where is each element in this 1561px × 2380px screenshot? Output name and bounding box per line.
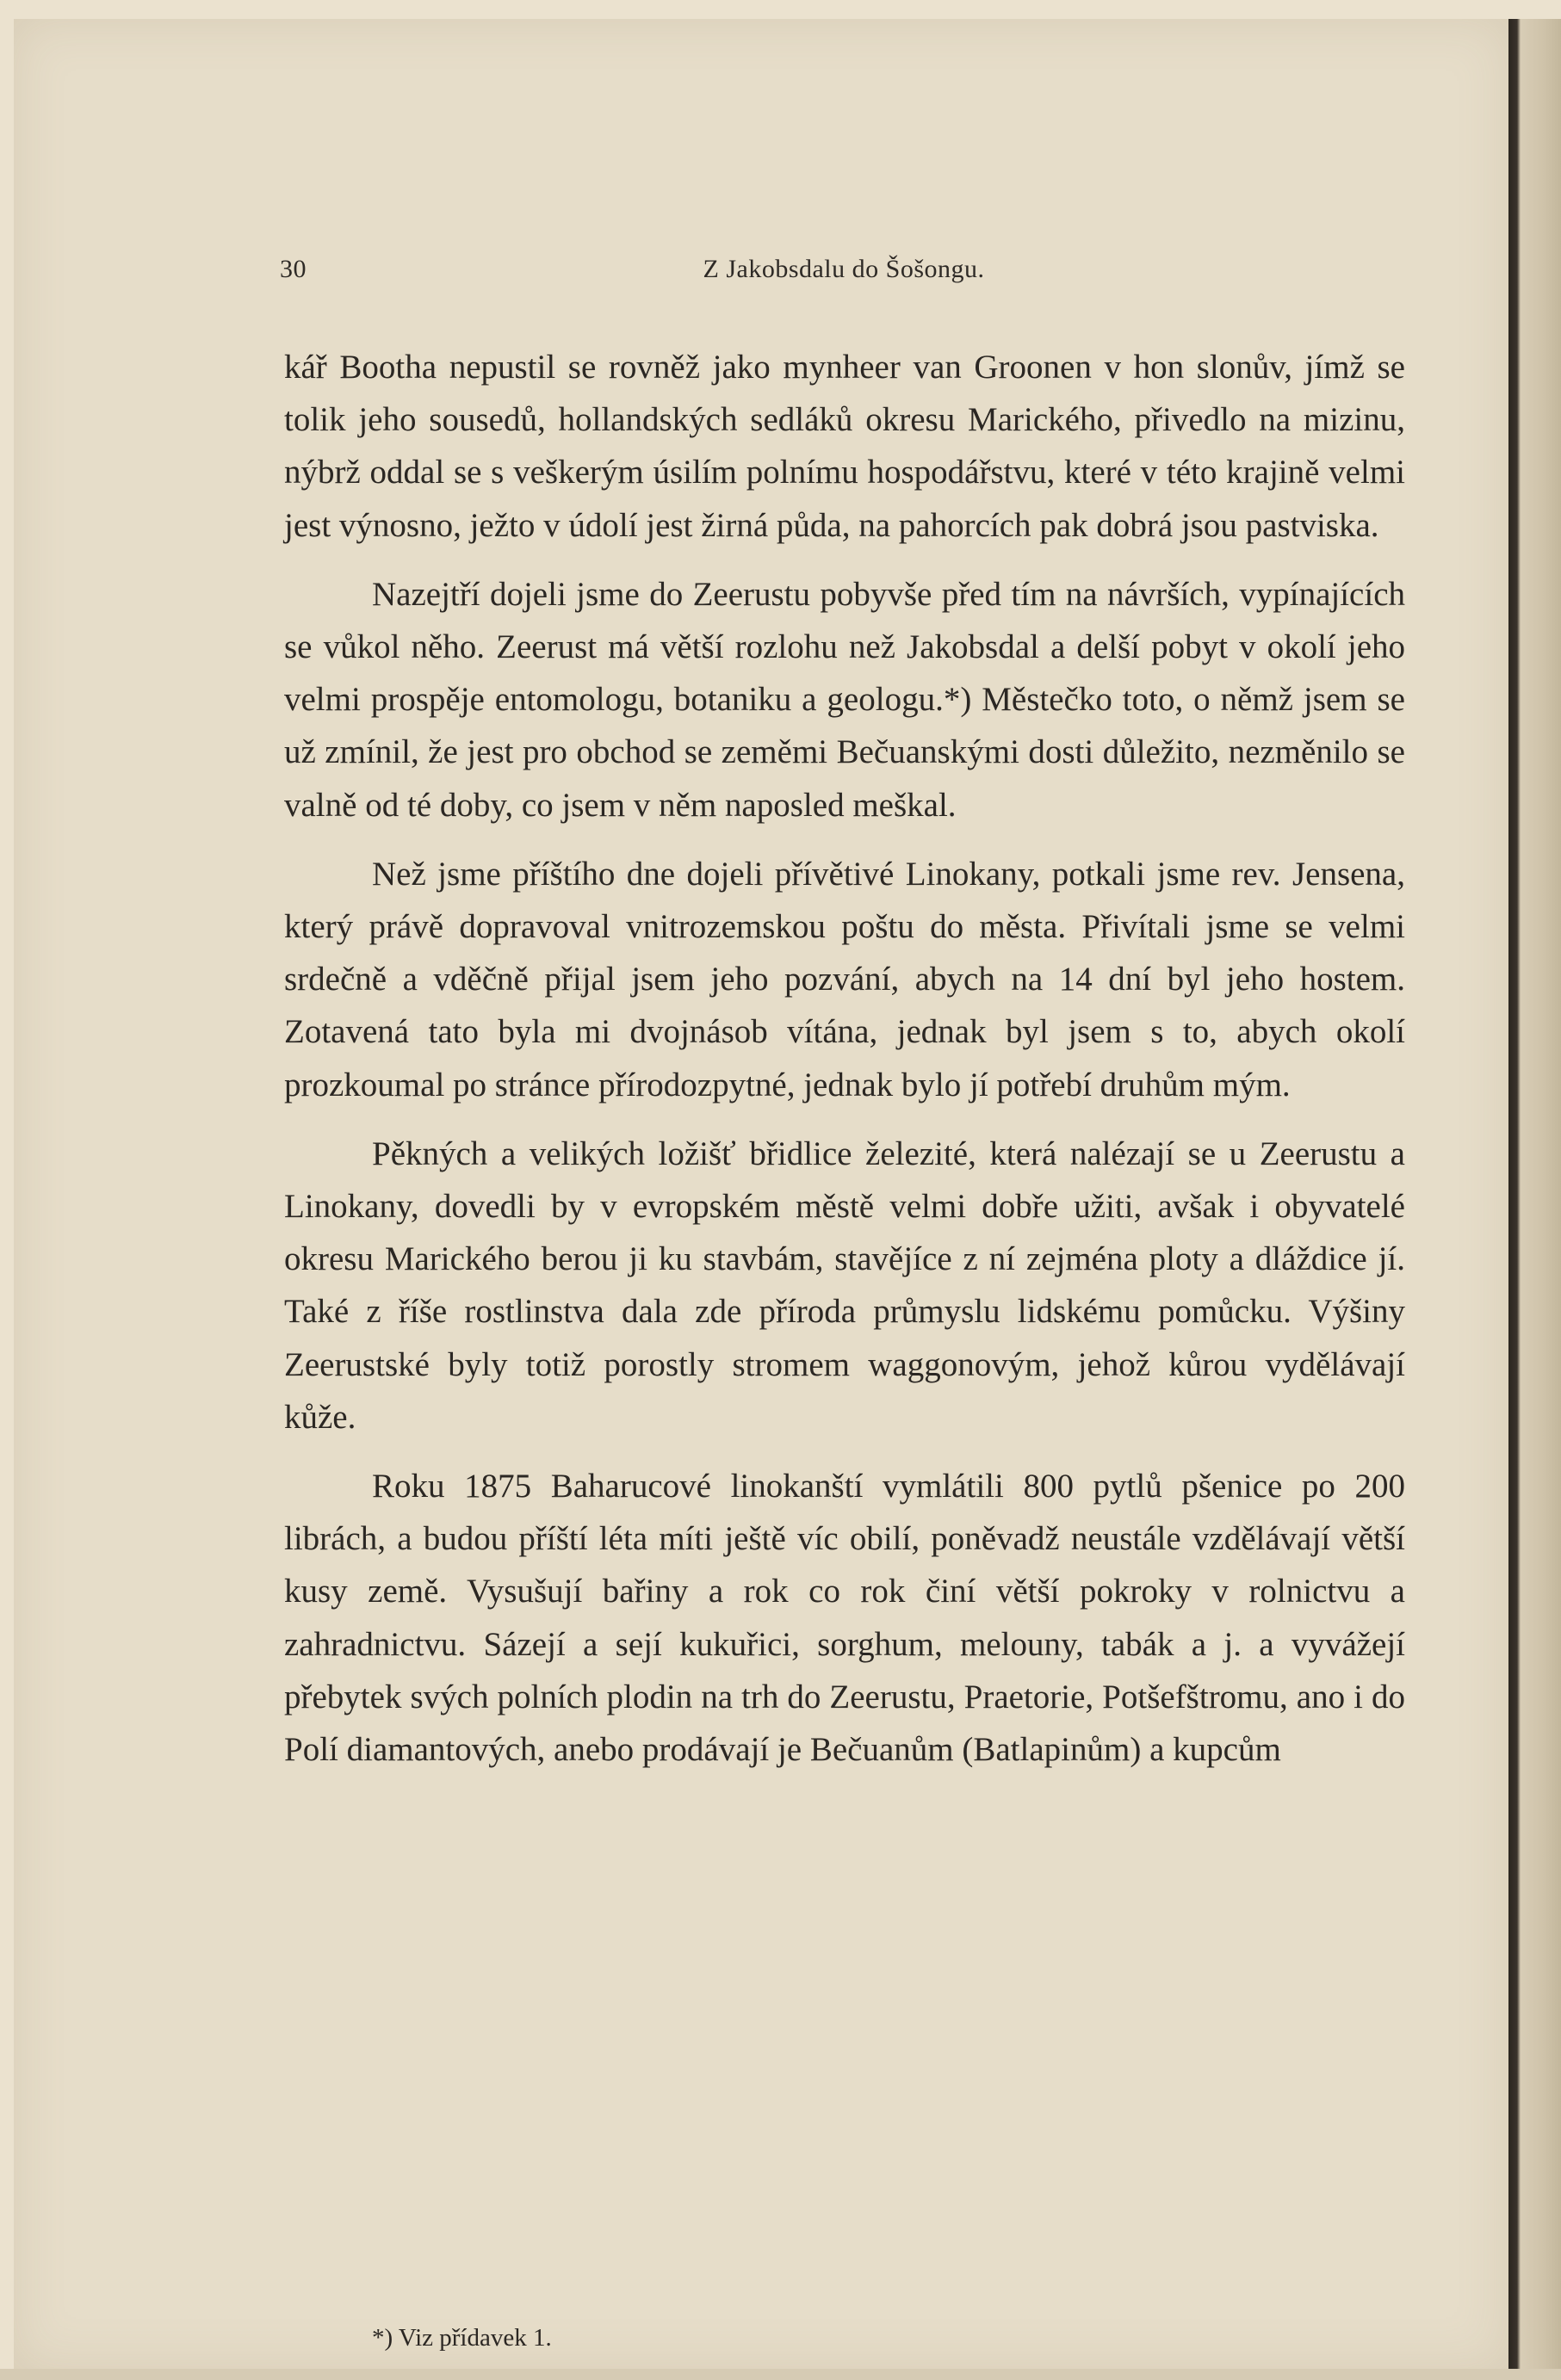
page-edge-bottom	[0, 2369, 1561, 2380]
paragraph-1: kář Bootha nepustil se rovněž jako mynheer van Groonen v hon slonův, jímž se tolik jeho sousedů, hollandských sedláků okresu Marického, přivedlo na mizinu, nýbrž oddal se s veškerým úsilím polnímu hospodářstvu, které v této krajině velmi jest výnosno, ježto v údolí jest žirná půda, na pahorcích pak dobrá jsou pastviska.	[284, 349, 1405, 544]
paragraph-5: Roku 1875 Baharucové linokanští vymlátili 800 pytlů pšenice po 200 librách, a budou příští léta míti ještě víc obilí, poněvadž neustále vzdělávají větší kusy země. Vysušují bařiny a rok co rok činí větší pokroky v rolnictvu a zahradnictvu. Sázejí a sejí kukuřici, sorghum, melouny, tabák a j. a vyvážejí přebytek svých polních plodin na trh do Zeerustu, Praetorie, Potšefštromu, ano i do Polí diamantových, anebo prodávají je Bečuanům (Batlapinům) a kupcům	[284, 1468, 1405, 1769]
running-head	[280, 255, 1408, 296]
running-title: Z Jakobsdalu do Šošongu.	[703, 255, 985, 283]
page-number: 30	[280, 255, 307, 283]
paragraph-3: Než jsme příštího dne dojeli přívětivé Linokany, potkali jsme rev. Jensena, který právě dopravoval vnitrozemskou poštu do města. Přivítali jsme se velmi srdečně a vděčně přijal jsem jeho pozvání, abych na 14 dní byl jeho hostem. Zotavená tato byla mi dvojnásob vítána, jednak byl jsem s to, abych okolí prozkoumal po stránce přírodozpytné, jednak bylo jí potřebí druhům mým.	[284, 855, 1405, 1103]
paragraph-2: Nazejtří dojeli jsme do Zeerustu pobyvše před tím na návrších, vypínajících se vůkol něho. Zeerust má větší rozlohu než Jakobsdal a delší pobyt v okolí jeho velmi prospěje entomologu, botaniku a geologu.*) Městečko toto, o němž jsem se už zmínil, že jest pro obchod se zeměmi Bečuanskými dosti důležito, nezměnilo se valně od té doby, co jsem v něm naposled meškal.	[284, 575, 1405, 824]
page-edge-right	[1508, 19, 1561, 2380]
paragraph-4: Pěkných a velikých ložišť břidlice železité, která nalézají se u Zeerustu a Linokany, dovedli by v evropském městě velmi dobře užiti, avšak i obyvatelé okresu Marického berou ji ku stavbám, stavějíce z ní zejména ploty a dláždice jí. Také z říše rostlinstva dala zde příroda průmyslu lidskému pomůcku. Výšiny Zeerustské byly totiž porostly stromem waggonovým, jehož kůrou vydělávají kůže.	[284, 1134, 1405, 1436]
body-text	[284, 341, 1405, 1792]
footnote: *) Viz přídavek 1.	[372, 2324, 552, 2352]
